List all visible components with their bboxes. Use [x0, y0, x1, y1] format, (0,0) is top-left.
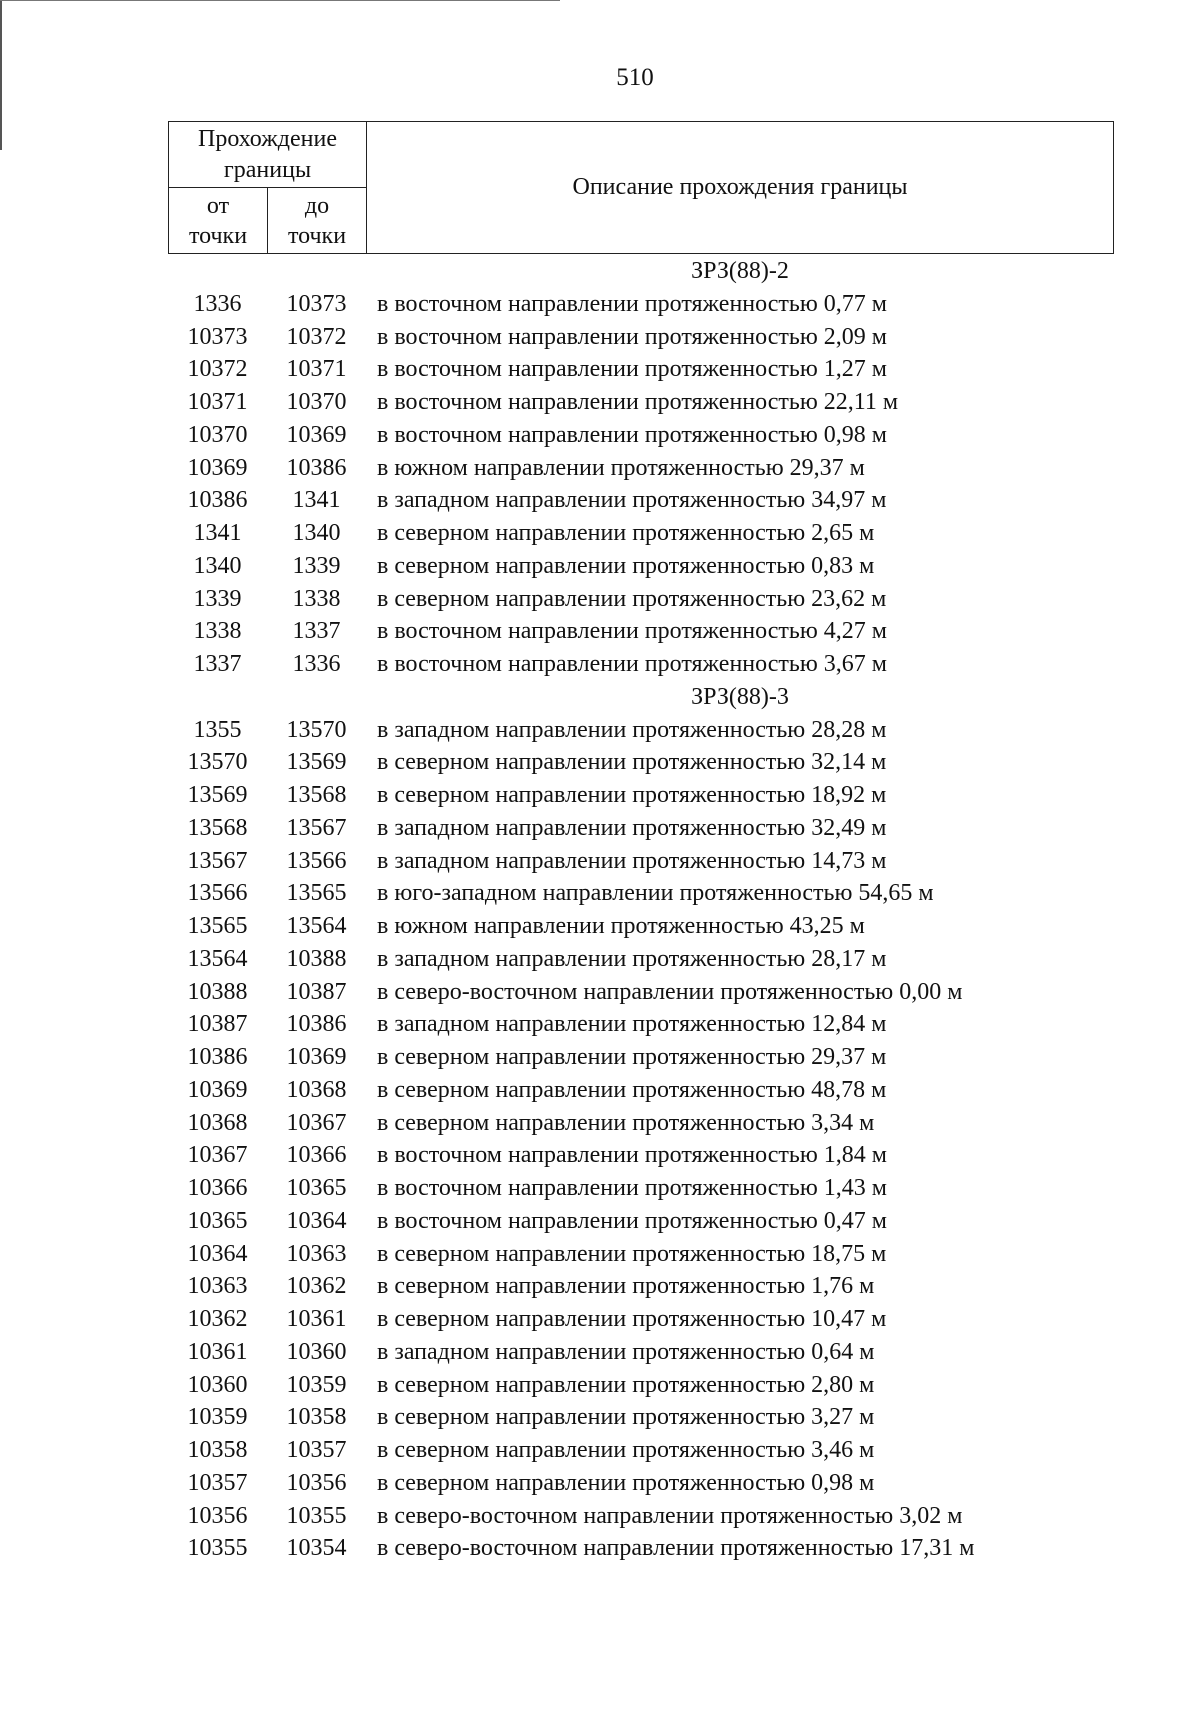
to-point-cell: 10373	[286, 290, 347, 317]
header-boundary-passage-line2: границы	[223, 157, 312, 183]
from-point-cell: 13567	[187, 847, 248, 874]
from-point-cell: 1338	[193, 618, 242, 645]
description-cell: в северном направлении протяженностью 2,65 м	[377, 520, 875, 546]
from-point-cell: 10373	[187, 323, 248, 350]
to-point-cell: 10388	[286, 945, 347, 972]
description-cell: в северо-восточном направлении протяженностью 0,00 м	[377, 978, 963, 1005]
table-row	[168, 1107, 1114, 1140]
from-point-cell: 10355	[187, 1535, 248, 1562]
description-cell: в западном направлении протяженностью 28,17 м	[377, 945, 887, 972]
table-row	[168, 321, 1114, 354]
table-row	[168, 845, 1114, 878]
table-row	[168, 419, 1114, 452]
to-point-cell: 10368	[286, 1076, 347, 1103]
from-point-cell: 10386	[187, 1044, 248, 1070]
section-title: ЗРЗ(88)-3	[691, 683, 789, 710]
table-row	[168, 779, 1114, 812]
to-point-cell: 1341	[292, 487, 341, 514]
from-point-cell: 13570	[187, 749, 248, 776]
from-point-cell: 10362	[187, 1306, 248, 1332]
description-cell: в северном направлении протяженностью 10,47 м	[377, 1306, 887, 1332]
header-to-point-line2: точки	[287, 223, 347, 249]
to-point-cell: 1339	[292, 552, 341, 579]
from-point-cell: 10368	[187, 1109, 248, 1136]
header-from-point-line1: от	[206, 193, 230, 219]
to-point-cell: 1338	[292, 585, 341, 612]
description-cell: в северном направлении протяженностью 18,92 м	[377, 782, 887, 808]
from-point-cell: 10359	[187, 1404, 248, 1431]
description-cell: в северном направлении протяженностью 2,80 м	[377, 1371, 875, 1398]
to-point-cell: 10369	[286, 1044, 347, 1070]
table-row	[168, 583, 1114, 616]
table-row	[168, 1500, 1114, 1533]
description-cell: в восточном направлении протяженностью 22,11 м	[377, 389, 899, 415]
description-cell: в северо-восточном направлении протяженностью 17,31 м	[377, 1535, 975, 1562]
section-title: ЗРЗ(88)-2	[691, 258, 789, 284]
table-row	[168, 746, 1114, 779]
to-point-cell: 10370	[286, 389, 347, 415]
table-row	[168, 550, 1114, 583]
table-row	[168, 976, 1114, 1009]
from-point-cell: 10365	[187, 1207, 248, 1234]
table-row	[168, 1303, 1114, 1336]
to-point-cell: 10371	[286, 356, 347, 383]
table-header	[168, 121, 1114, 254]
header-from-point	[169, 188, 268, 253]
from-point-cell: 10358	[187, 1437, 248, 1463]
from-point-cell: 10367	[187, 1142, 248, 1169]
description-cell: в северном направлении протяженностью 0,83 м	[377, 552, 875, 579]
description-cell: в восточном направлении протяженностью 0,98 м	[377, 421, 887, 448]
header-to-point	[268, 188, 367, 253]
description-cell: в северном направлении протяженностью 29,37 м	[377, 1044, 887, 1070]
description-cell: в северном направлении протяженностью 32,14 м	[377, 749, 887, 776]
from-point-cell: 10366	[187, 1175, 248, 1201]
to-point-cell: 10386	[286, 1011, 347, 1038]
table-row	[168, 1336, 1114, 1369]
from-point-cell: 10387	[187, 1011, 248, 1038]
description-cell: в восточном направлении протяженностью 0,47 м	[377, 1207, 887, 1234]
to-point-cell: 10386	[286, 454, 347, 481]
table-row	[168, 1205, 1114, 1238]
from-point-cell: 10357	[187, 1469, 248, 1496]
from-point-cell: 1355	[193, 716, 242, 743]
to-point-cell: 13567	[286, 814, 347, 841]
table-row	[168, 353, 1114, 386]
from-point-cell: 10369	[187, 454, 248, 481]
description-cell: в западном направлении протяженностью 32,49 м	[377, 814, 887, 841]
to-point-cell: 10354	[286, 1535, 347, 1562]
table-row	[168, 615, 1114, 648]
description-cell: в южном направлении протяженностью 43,25 м	[377, 913, 865, 939]
description-cell: в северном направлении протяженностью 3,27 м	[377, 1404, 875, 1431]
header-description: Описание прохождения границы	[572, 174, 908, 200]
table-row	[168, 1172, 1114, 1205]
table-row	[168, 943, 1114, 976]
table-row	[168, 1467, 1114, 1500]
table-row	[168, 648, 1114, 681]
to-point-cell: 10367	[286, 1109, 347, 1136]
from-point-cell: 10386	[187, 487, 248, 514]
table-row	[168, 1041, 1114, 1074]
from-point-cell: 1340	[193, 552, 242, 579]
description-cell: в северном направлении протяженностью 3,46 м	[377, 1437, 875, 1463]
description-cell: в западном направлении протяженностью 0,64 м	[377, 1338, 875, 1365]
table-row	[168, 452, 1114, 485]
from-point-cell: 1341	[193, 520, 242, 546]
from-point-cell: 10388	[187, 978, 248, 1005]
description-cell: в северном направлении протяженностью 3,34 м	[377, 1109, 875, 1136]
from-point-cell: 10360	[187, 1371, 248, 1398]
to-point-cell: 10359	[286, 1371, 347, 1398]
table-row	[168, 910, 1114, 943]
description-cell: в восточном направлении протяженностью 3,67 м	[377, 651, 887, 677]
to-point-cell: 13569	[286, 749, 347, 776]
description-cell: в северном направлении протяженностью 23,62 м	[377, 585, 887, 612]
description-cell: в западном направлении протяженностью 14,73 м	[377, 847, 887, 874]
from-point-cell: 10356	[187, 1502, 248, 1529]
table-row	[168, 1401, 1114, 1434]
table-row	[168, 484, 1114, 517]
table-row	[168, 714, 1114, 747]
description-cell: в западном направлении протяженностью 34,97 м	[377, 487, 887, 514]
header-from-point-line2: точки	[188, 223, 248, 249]
table-row	[168, 386, 1114, 419]
from-point-cell: 10364	[187, 1240, 248, 1267]
header-to-point-line1: до	[304, 193, 330, 219]
page-number: 510	[616, 64, 654, 91]
from-point-cell: 10370	[187, 421, 248, 448]
table-row	[168, 877, 1114, 910]
to-point-cell: 10365	[286, 1175, 347, 1201]
from-point-cell: 10372	[187, 356, 248, 383]
from-point-cell: 13565	[187, 913, 248, 939]
table-row	[168, 288, 1114, 321]
to-point-cell: 10356	[286, 1469, 347, 1496]
table-row	[168, 1139, 1114, 1172]
description-cell: в восточном направлении протяженностью 2,09 м	[377, 323, 887, 350]
from-point-cell: 1339	[193, 585, 242, 612]
description-cell: в северном направлении протяженностью 48,78 м	[377, 1076, 887, 1103]
table-row	[168, 1238, 1114, 1271]
to-point-cell: 13565	[286, 880, 347, 907]
table-row	[168, 1434, 1114, 1467]
description-cell: в северо-восточном направлении протяженностью 3,02 м	[377, 1502, 963, 1529]
from-point-cell: 10361	[187, 1338, 248, 1365]
to-point-cell: 10372	[286, 323, 347, 350]
table-body	[168, 255, 1114, 1565]
from-point-cell: 10371	[187, 389, 248, 415]
to-point-cell: 1337	[292, 618, 341, 645]
to-point-cell: 10355	[286, 1502, 347, 1529]
table-row	[168, 812, 1114, 845]
to-point-cell: 10360	[286, 1338, 347, 1365]
scan-edge-top	[0, 0, 560, 1]
description-cell: в северном направлении протяженностью 0,98 м	[377, 1469, 875, 1496]
description-cell: в восточном направлении протяженностью 1,84 м	[377, 1142, 887, 1169]
description-cell: в южном направлении протяженностью 29,37 м	[377, 454, 865, 481]
table-row	[168, 1008, 1114, 1041]
table-row	[168, 1369, 1114, 1402]
description-cell: в северном направлении протяженностью 18,75 м	[377, 1240, 887, 1267]
from-point-cell: 1337	[193, 651, 242, 677]
from-point-cell: 13569	[187, 782, 248, 808]
from-point-cell: 1336	[193, 290, 242, 317]
description-cell: в западном направлении протяженностью 12,84 м	[377, 1011, 887, 1038]
from-point-cell: 13566	[187, 880, 248, 907]
to-point-cell: 10366	[286, 1142, 347, 1169]
to-point-cell: 10362	[286, 1273, 347, 1300]
table-row	[168, 517, 1114, 550]
header-boundary-passage-line1: Прохождение	[197, 126, 337, 152]
description-cell: в западном направлении протяженностью 28,28 м	[377, 716, 887, 743]
to-point-cell: 10358	[286, 1404, 347, 1431]
from-point-cell: 10363	[187, 1273, 248, 1300]
to-point-cell: 10364	[286, 1207, 347, 1234]
to-point-cell: 13564	[286, 913, 347, 939]
to-point-cell: 10361	[286, 1306, 347, 1332]
from-point-cell: 13564	[187, 945, 248, 972]
to-point-cell: 10363	[286, 1240, 347, 1267]
to-point-cell: 13568	[286, 782, 347, 808]
to-point-cell: 1340	[292, 520, 341, 546]
header-boundary-passage	[169, 122, 367, 188]
to-point-cell: 13566	[286, 847, 347, 874]
table-row	[168, 1270, 1114, 1303]
description-cell: в юго-западном направлении протяженностью 54,65 м	[377, 880, 934, 907]
to-point-cell: 1336	[292, 651, 341, 677]
from-point-cell: 13568	[187, 814, 248, 841]
table-row	[168, 1532, 1114, 1565]
table-row	[168, 1074, 1114, 1107]
to-point-cell: 13570	[286, 716, 347, 743]
description-cell: в восточном направлении протяженностью 1,43 м	[377, 1175, 887, 1201]
to-point-cell: 10387	[286, 978, 347, 1005]
to-point-cell: 10369	[286, 421, 347, 448]
from-point-cell: 10369	[187, 1076, 248, 1103]
description-cell: в северном направлении протяженностью 1,76 м	[377, 1273, 875, 1300]
description-cell: в восточном направлении протяженностью 1,27 м	[377, 356, 887, 383]
description-cell: в восточном направлении протяженностью 4,27 м	[377, 618, 887, 645]
description-cell: в восточном направлении протяженностью 0,77 м	[377, 290, 887, 317]
to-point-cell: 10357	[286, 1437, 347, 1463]
